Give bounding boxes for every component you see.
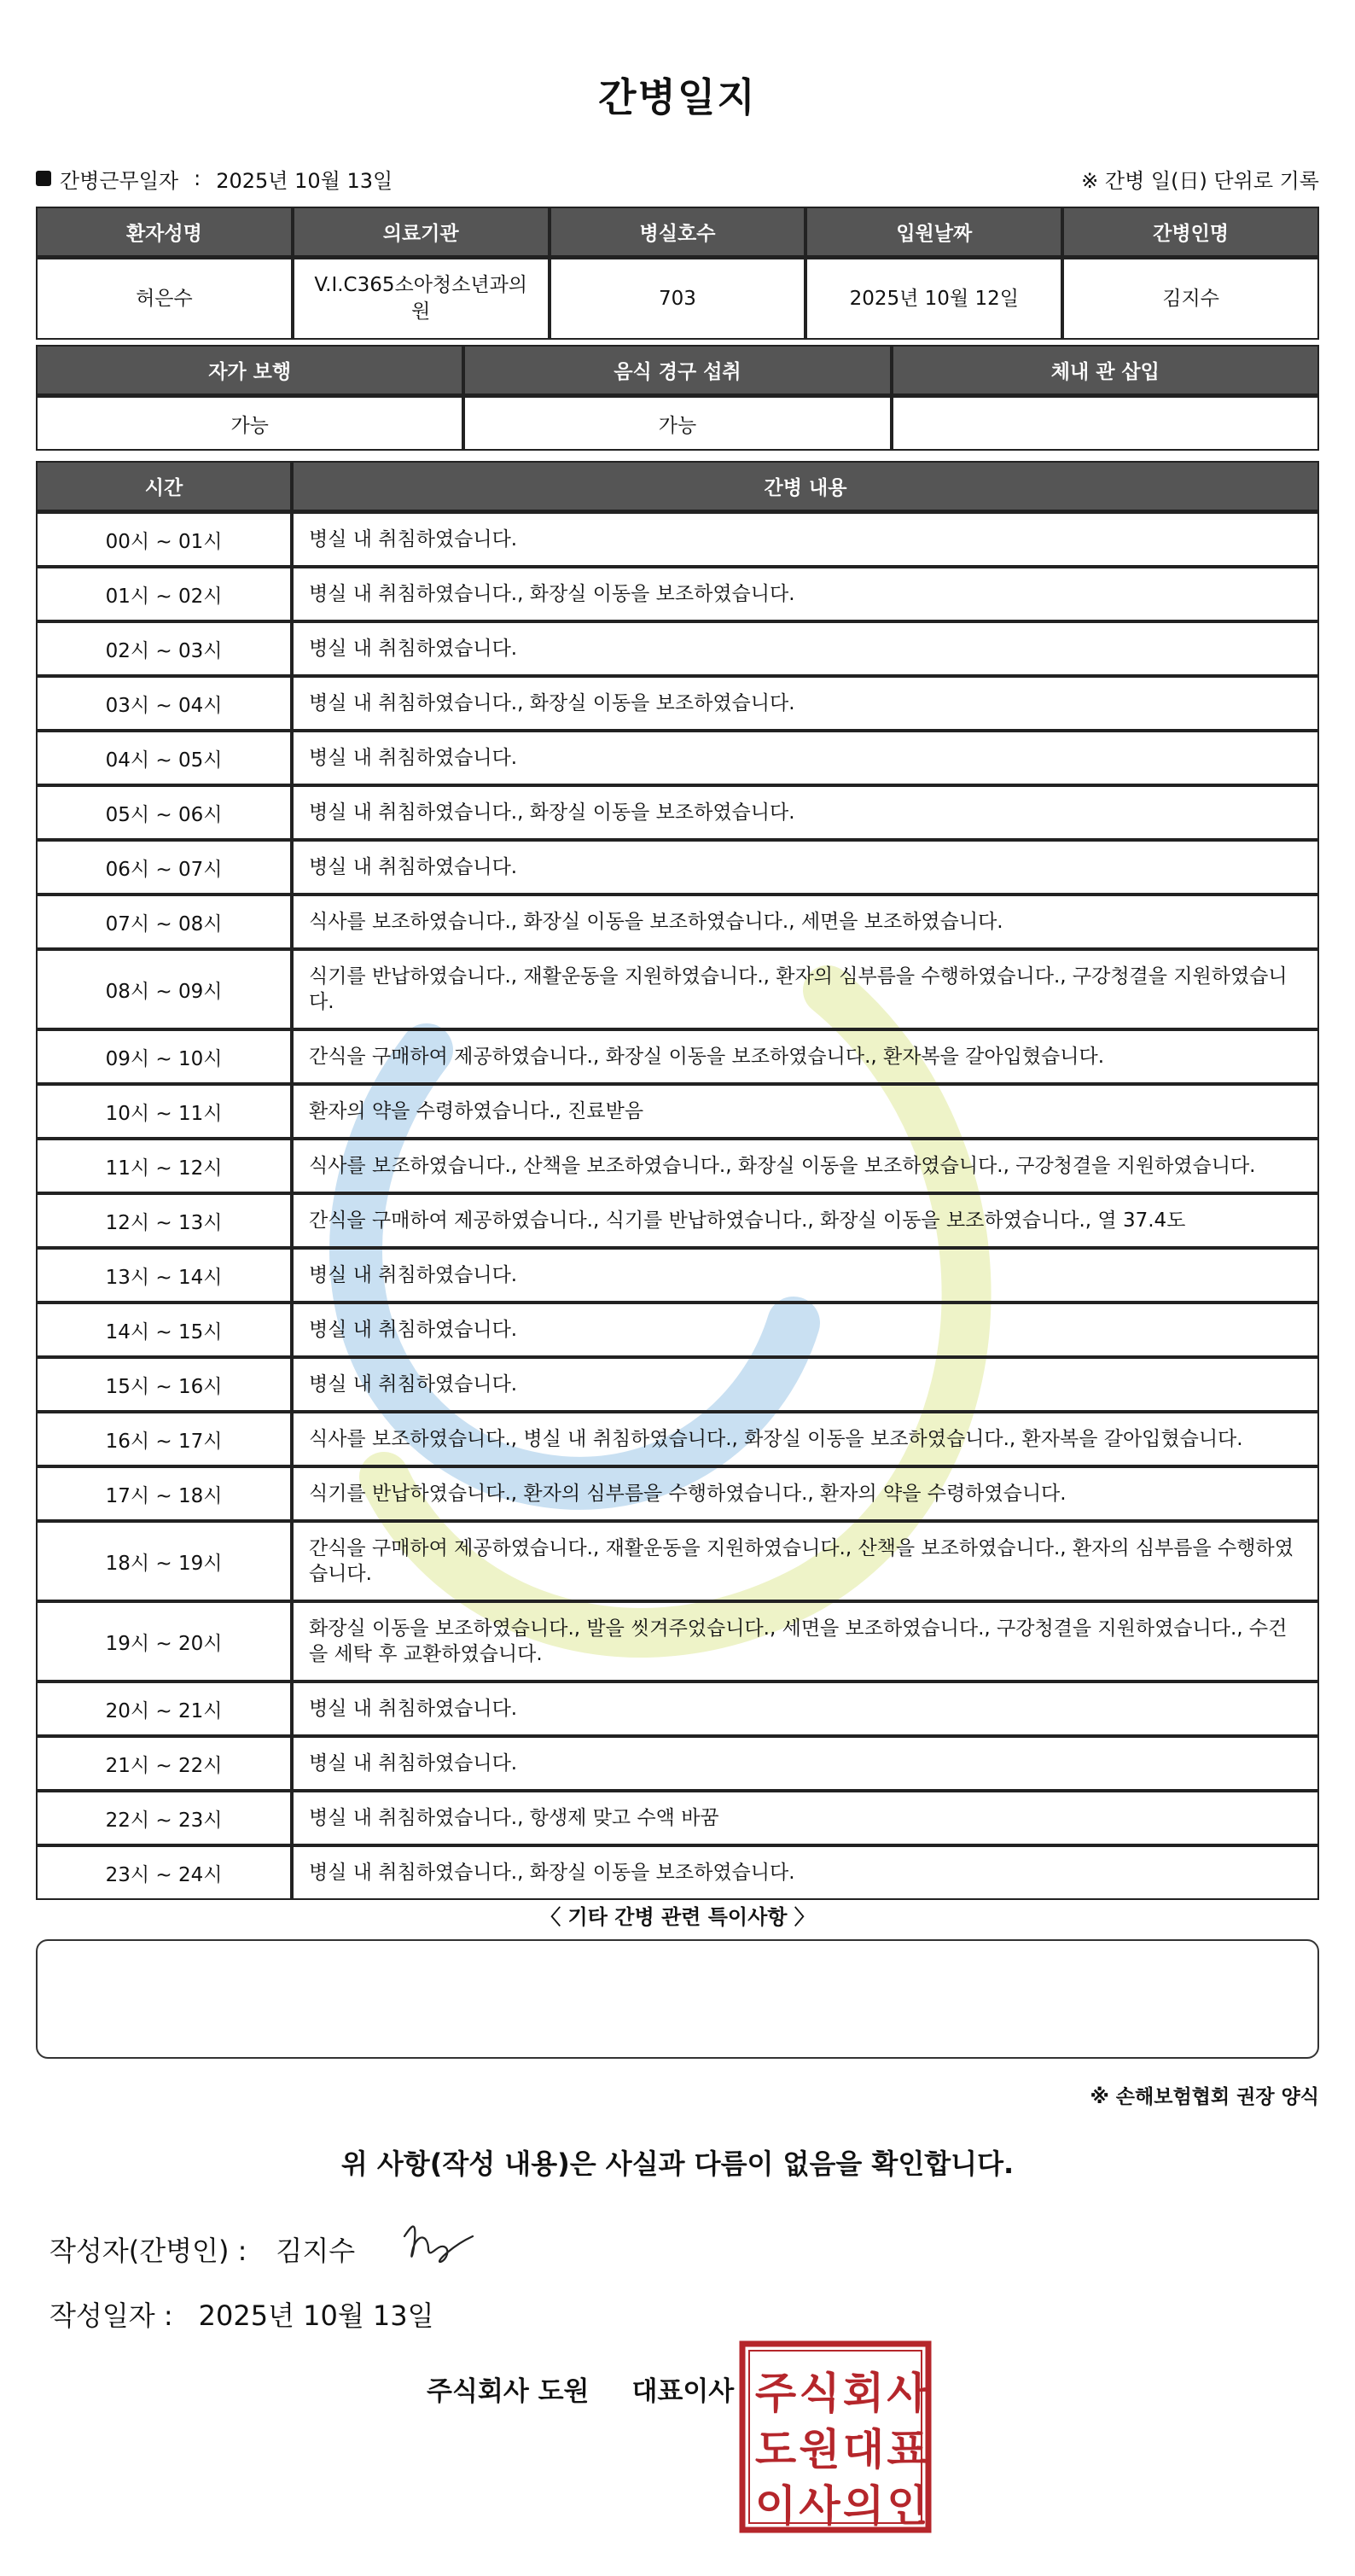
- log-content: 병실 내 취침하였습니다.: [292, 1681, 1319, 1736]
- table-row: [36, 567, 1319, 621]
- ceo-title: 대표이사: [631, 2376, 735, 2407]
- company-line: [427, 2369, 734, 2408]
- work-date-colon: :: [194, 166, 201, 190]
- log-content: 환자의 약을 수령하였습니다., 진료받음: [292, 1084, 1319, 1139]
- table-row: [36, 1466, 1319, 1521]
- table-row: [36, 949, 1319, 1029]
- log-time: 10시 ~ 11시: [36, 1084, 292, 1139]
- log-time: 14시 ~ 15시: [36, 1303, 292, 1357]
- log-content: 화장실 이동을 보조하였습니다., 발을 씻겨주었습니다., 세면을 보조하였습니다., 구강청결을 지원하였습니다., 수건을 세탁 후 교환하였습니다.: [292, 1601, 1319, 1681]
- header-self-walking: 자가 보행: [36, 345, 463, 396]
- log-time: 12시 ~ 13시: [36, 1193, 292, 1248]
- log-content: 간식을 구매하여 제공하였습니다., 식기를 반납하였습니다., 화장실 이동을 보조하였습니다., 열 37.4도: [292, 1193, 1319, 1248]
- log-time: 06시 ~ 07시: [36, 840, 292, 895]
- table-row: [36, 512, 1319, 567]
- writer-name: 김지수: [276, 2235, 356, 2267]
- header-medical-institution: 의료기관: [293, 207, 550, 258]
- written-date-line: [49, 2294, 434, 2334]
- log-content: 병실 내 취침하였습니다.: [292, 1248, 1319, 1303]
- table-row: [36, 1681, 1319, 1736]
- care-log-body: [36, 512, 1319, 1900]
- table-row: [36, 1248, 1319, 1303]
- table-row: [36, 840, 1319, 895]
- log-time: 20시 ~ 21시: [36, 1681, 292, 1736]
- log-time: 19시 ~ 20시: [36, 1601, 292, 1681]
- caregiver-name: 김지수: [1062, 258, 1319, 340]
- header-room-number: 병실호수: [550, 207, 806, 258]
- medical-institution: V.I.C365소아청소년과의원: [293, 258, 550, 340]
- oral-intake-value: 가능: [463, 396, 891, 451]
- log-content: 병실 내 취침하였습니다.: [292, 1736, 1319, 1791]
- log-content: 병실 내 취침하였습니다., 화장실 이동을 보조하였습니다.: [292, 676, 1319, 731]
- company-name: 주식회사 도원: [427, 2376, 590, 2407]
- log-content: 식기를 반납하였습니다., 재활운동을 지원하였습니다., 환자의 심부름을 수행하였습니다., 구강청결을 지원하였습니다.: [292, 949, 1319, 1029]
- header-admission-date: 입원날짜: [805, 207, 1062, 258]
- header-caregiver-name: 간병인명: [1062, 207, 1319, 258]
- log-time: 08시 ~ 09시: [36, 949, 292, 1029]
- document-title: 간병일지: [598, 74, 757, 120]
- table-row: [36, 1139, 1319, 1193]
- table-row: [36, 676, 1319, 731]
- tube-insertion-value: [892, 396, 1319, 451]
- header-tube-insertion: 체내 관 삽입: [892, 345, 1319, 396]
- log-time: 07시 ~ 08시: [36, 895, 292, 949]
- writer-line: [49, 2229, 355, 2269]
- table-row: [36, 1845, 1319, 1900]
- header-patient-name: 환자성명: [36, 207, 293, 258]
- patient-name: 허은수: [36, 258, 293, 340]
- log-time: 11시 ~ 12시: [36, 1139, 292, 1193]
- log-content: 병실 내 취침하였습니다.: [292, 621, 1319, 676]
- self-walking-value: 가능: [36, 396, 463, 451]
- confirm-statement: 위 사항(작성 내용)은 사실과 다름이 없음을 확인합니다.: [340, 2148, 1015, 2180]
- table-header-row: [36, 461, 1319, 512]
- log-time: 03시 ~ 04시: [36, 676, 292, 731]
- seal-character: 회: [842, 2369, 885, 2418]
- table-row: [36, 731, 1319, 785]
- care-log-table: [36, 461, 1319, 1900]
- log-time: 02시 ~ 03시: [36, 621, 292, 676]
- log-content: 병실 내 취침하였습니다., 화장실 이동을 보조하였습니다.: [292, 567, 1319, 621]
- table-header-row: [36, 345, 1319, 396]
- work-date-label: 간병근무일자: [60, 168, 179, 193]
- table-row: [36, 396, 1319, 451]
- header-oral-intake: 음식 경구 섭취: [463, 345, 891, 396]
- unit-note: ※ 간병 일(日) 단위로 기록: [1081, 168, 1319, 193]
- remarks-box: [36, 1939, 1319, 2059]
- table-row: [36, 1029, 1319, 1084]
- seal-character: 의: [842, 2481, 885, 2531]
- seal-character: 주: [754, 2369, 797, 2418]
- seal-character: 사: [799, 2481, 840, 2531]
- table-row: [36, 1193, 1319, 1248]
- patient-status-table: [36, 345, 1319, 451]
- table-row: [36, 895, 1319, 949]
- remarks-title: 〈 기타 간병 관련 특이사항 〉: [540, 1905, 815, 1929]
- log-content: 간식을 구매하여 제공하였습니다., 재활운동을 지원하였습니다., 산책을 보조하였습니다., 환자의 심부름을 수행하였습니다.: [292, 1521, 1319, 1601]
- written-date-value: 2025년 10월 13일: [198, 2299, 434, 2332]
- seal-character: 표: [887, 2425, 928, 2474]
- log-content: 병실 내 취침하였습니다., 화장실 이동을 보조하였습니다.: [292, 785, 1319, 840]
- seal-character: 식: [799, 2369, 840, 2418]
- log-content: 병실 내 취침하였습니다.: [292, 512, 1319, 567]
- written-date-label: 작성일자 :: [49, 2299, 173, 2332]
- log-time: 16시 ~ 17시: [36, 1412, 292, 1466]
- log-content: 병실 내 취침하였습니다., 화장실 이동을 보조하였습니다.: [292, 1845, 1319, 1900]
- work-date-value: 2025년 10월 13일: [216, 168, 393, 193]
- log-time: 18시 ~ 19시: [36, 1521, 292, 1601]
- seal-character: 대: [842, 2425, 885, 2474]
- log-content: 병실 내 취침하였습니다.: [292, 840, 1319, 895]
- log-content: 병실 내 취침하였습니다., 항생제 맞고 수액 바꿈: [292, 1791, 1319, 1845]
- log-content: 식사를 보조하였습니다., 산책을 보조하였습니다., 화장실 이동을 보조하였습니다., 구강청결을 지원하였습니다.: [292, 1139, 1319, 1193]
- table-row: [36, 1357, 1319, 1412]
- seal-character: 원: [799, 2425, 840, 2474]
- log-content: 병실 내 취침하였습니다.: [292, 1357, 1319, 1412]
- recommend-note: ※ 손해보험협회 권장 양식: [1090, 2086, 1319, 2108]
- bullet-square-icon: [36, 171, 51, 186]
- meta-row: [36, 164, 1319, 193]
- table-row: [36, 1521, 1319, 1601]
- header-care-content: 간병 내용: [292, 461, 1319, 512]
- log-time: 05시 ~ 06시: [36, 785, 292, 840]
- log-time: 23시 ~ 24시: [36, 1845, 292, 1900]
- seal-character: 인: [887, 2481, 928, 2531]
- admission-date: 2025년 10월 12일: [805, 258, 1062, 340]
- log-content: 식사를 보조하였습니다., 병실 내 취침하였습니다., 화장실 이동을 보조하였습니다., 환자복을 갈아입혔습니다.: [292, 1412, 1319, 1466]
- log-content: 간식을 구매하여 제공하였습니다., 화장실 이동을 보조하였습니다., 환자복을 갈아입혔습니다.: [292, 1029, 1319, 1084]
- writer-label: 작성자(간병인) :: [49, 2235, 247, 2267]
- log-time: 01시 ~ 02시: [36, 567, 292, 621]
- header-time: 시간: [36, 461, 292, 512]
- seal-character: 이: [754, 2481, 797, 2531]
- table-row: [36, 785, 1319, 840]
- table-row: [36, 1736, 1319, 1791]
- signature-icon: [394, 2211, 480, 2270]
- log-time: 00시 ~ 01시: [36, 512, 292, 567]
- work-date: [36, 164, 393, 194]
- table-row: [36, 258, 1319, 340]
- table-header-row: [36, 207, 1319, 258]
- table-row: [36, 621, 1319, 676]
- log-content: 병실 내 취침하였습니다.: [292, 1303, 1319, 1357]
- table-row: [36, 1303, 1319, 1357]
- log-time: 17시 ~ 18시: [36, 1466, 292, 1521]
- company-seal-stamp: [739, 2340, 932, 2533]
- table-row: [36, 1084, 1319, 1139]
- log-content: 식기를 반납하였습니다., 환자의 심부름을 수행하였습니다., 환자의 약을 수령하였습니다.: [292, 1466, 1319, 1521]
- table-row: [36, 1412, 1319, 1466]
- table-row: [36, 1791, 1319, 1845]
- log-time: 21시 ~ 22시: [36, 1736, 292, 1791]
- log-time: 09시 ~ 10시: [36, 1029, 292, 1084]
- log-time: 13시 ~ 14시: [36, 1248, 292, 1303]
- log-content: 병실 내 취침하였습니다.: [292, 731, 1319, 785]
- patient-info-table: [36, 207, 1319, 340]
- log-time: 04시 ~ 05시: [36, 731, 292, 785]
- log-time: 15시 ~ 16시: [36, 1357, 292, 1412]
- seal-character: 사: [887, 2369, 928, 2418]
- table-row: [36, 1601, 1319, 1681]
- room-number: 703: [550, 258, 806, 340]
- seal-character: 도: [754, 2425, 797, 2474]
- log-content: 식사를 보조하였습니다., 화장실 이동을 보조하였습니다., 세면을 보조하였습니다.: [292, 895, 1319, 949]
- log-time: 22시 ~ 23시: [36, 1791, 292, 1845]
